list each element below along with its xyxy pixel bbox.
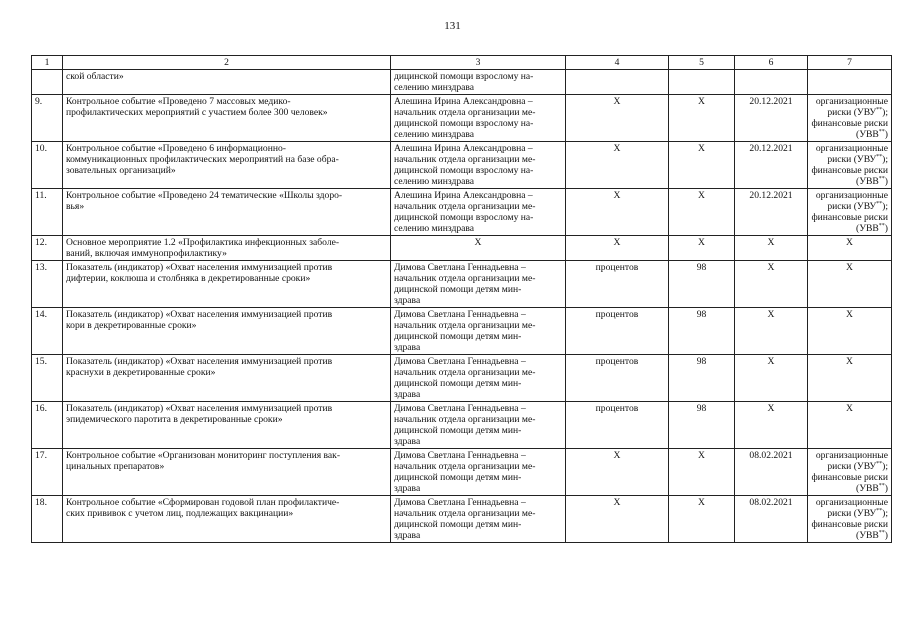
responsible-line: здрава [394, 436, 421, 447]
event-name-line: Показатель (индикатор) «Охват населения иммунизацией против [66, 403, 333, 414]
event-name [63, 449, 391, 496]
responsible-person [391, 70, 566, 95]
responsible-line: селению минздрава [394, 129, 475, 140]
responsible-line: здрава [394, 295, 421, 306]
deadline-date: 20.12.2021 [735, 142, 808, 189]
event-name-line: вья» [66, 201, 85, 212]
row-number: 9. [32, 95, 63, 142]
row-number: 12. [32, 236, 63, 261]
risks [808, 496, 892, 543]
risk-line [811, 176, 888, 187]
unit-of-measure [566, 70, 669, 95]
risk-line [811, 212, 888, 223]
table-row [32, 308, 892, 355]
risk-line [811, 530, 888, 541]
event-name [63, 496, 391, 543]
responsible-line: селению минздрава [394, 82, 475, 93]
risk-footnote-mark: ** [876, 153, 883, 160]
event-name-line: ских прививок с учетом лиц, подлежащих вакцинации» [66, 508, 294, 519]
deadline-date [735, 70, 808, 95]
responsible-line: дицинской помощи детям мин- [394, 284, 522, 295]
event-name [63, 355, 391, 402]
risk-text: финансовые риски [811, 212, 888, 223]
risk-text: финансовые риски [811, 165, 888, 176]
risks [808, 142, 892, 189]
target-value: 98 [669, 308, 735, 355]
risks [808, 261, 892, 308]
risk-text-tail: ); [882, 508, 888, 519]
header-col-4: 4 [566, 56, 669, 70]
event-name-line: Контрольное событие «Проведено 24 тематические «Школы здоро- [66, 190, 343, 201]
row-number: 18. [32, 496, 63, 543]
row-number: 13. [32, 261, 63, 308]
risk-footnote-mark: ** [878, 222, 885, 229]
target-value: 98 [669, 402, 735, 449]
risk-line [811, 403, 888, 414]
event-name-line: коммуникационных профилактических мероприятий на базе обра- [66, 154, 339, 165]
target-value [669, 70, 735, 95]
header-col-5: 5 [669, 56, 735, 70]
responsible-line: дицинской помощи детям мин- [394, 472, 522, 483]
risk-line [811, 309, 888, 320]
event-name-line: Контрольное событие «Организован мониторинг поступления вак- [66, 450, 341, 461]
risk-text: (УВВ [856, 530, 879, 541]
responsible-line: Алешина Ирина Александровна – [394, 96, 533, 107]
responsible-line: Димова Светлана Геннадьевна – [394, 356, 526, 367]
responsible-line: начальник отдела организации ме- [394, 414, 536, 425]
unit-of-measure: Х [566, 95, 669, 142]
row-number: 14. [32, 308, 63, 355]
risks [808, 355, 892, 402]
risk-footnote-mark: ** [878, 529, 885, 536]
deadline-date: 08.02.2021 [735, 496, 808, 543]
responsible-person [391, 496, 566, 543]
event-name-line: краснухи в декретированные сроки» [66, 367, 216, 378]
risk-line [811, 154, 888, 165]
risk-line [811, 356, 888, 367]
risk-text: риски (УВУ [827, 461, 877, 472]
responsible-line: дицинской помощи взрослому на- [394, 118, 534, 129]
responsible-line: начальник отдела организации ме- [394, 154, 536, 165]
responsible-line: дицинской помощи детям мин- [394, 331, 522, 342]
deadline-date: 08.02.2021 [735, 449, 808, 496]
risks [808, 70, 892, 95]
risk-text-tail: ) [884, 129, 888, 140]
table-row [32, 142, 892, 189]
risk-line [811, 450, 888, 461]
responsible-line: дицинской помощи детям мин- [394, 425, 522, 436]
unit-of-measure: Х [566, 142, 669, 189]
target-value: 98 [669, 355, 735, 402]
unit-of-measure: процентов [566, 402, 669, 449]
event-name [63, 308, 391, 355]
responsible-person [391, 236, 566, 261]
header-row [32, 56, 892, 70]
unit-of-measure: процентов [566, 308, 669, 355]
activity-plan-table [31, 55, 892, 543]
responsible-line: Алешина Ирина Александровна – [394, 190, 533, 201]
responsible-line: селению минздрава [394, 176, 475, 187]
row-number: 11. [32, 189, 63, 236]
responsible-line: начальник отдела организации ме- [394, 461, 536, 472]
risk-text: (УВВ [856, 483, 879, 494]
risk-footnote-mark: ** [878, 175, 885, 182]
risk-text: Х [846, 403, 853, 414]
risks [808, 236, 892, 261]
risk-footnote-mark: ** [878, 482, 885, 489]
unit-of-measure: Х [566, 189, 669, 236]
deadline-date: Х [735, 261, 808, 308]
event-name [63, 189, 391, 236]
responsible-line: Димова Светлана Геннадьевна – [394, 309, 526, 320]
target-value: Х [669, 95, 735, 142]
risks [808, 308, 892, 355]
responsible-line: Х [474, 237, 482, 248]
table-row [32, 402, 892, 449]
risk-line [811, 508, 888, 519]
risk-line [811, 461, 888, 472]
table-row [32, 261, 892, 308]
responsible-line: дицинской помощи детям мин- [394, 378, 522, 389]
risk-footnote-mark: ** [878, 128, 885, 135]
risk-line [811, 107, 888, 118]
risk-text-tail: ) [884, 223, 888, 234]
table-row [32, 355, 892, 402]
row-number: 10. [32, 142, 63, 189]
deadline-date: Х [735, 308, 808, 355]
responsible-line: Димова Светлана Геннадьевна – [394, 497, 526, 508]
risk-text: организационные [815, 190, 888, 201]
responsible-line: начальник отдела организации ме- [394, 201, 536, 212]
risk-text-tail: ); [882, 201, 888, 212]
responsible-line: Димова Светлана Геннадьевна – [394, 262, 526, 273]
event-name-line: Контрольное событие «Сформирован годовой план профилактиче- [66, 497, 340, 508]
risk-line [811, 472, 888, 483]
risk-text: финансовые риски [811, 519, 888, 530]
risk-text-tail: ); [882, 461, 888, 472]
risks [808, 449, 892, 496]
risk-text: (УВВ [856, 223, 879, 234]
deadline-date: Х [735, 236, 808, 261]
responsible-line: дицинской помощи взрослому на- [394, 165, 534, 176]
responsible-line: селению минздрава [394, 223, 475, 234]
risk-text: Х [846, 262, 853, 273]
risk-line [811, 497, 888, 508]
risk-text: риски (УВУ [827, 201, 877, 212]
risk-text-tail: ) [884, 176, 888, 187]
risk-text: Х [846, 309, 853, 320]
row-number [32, 70, 63, 95]
responsible-line: здрава [394, 530, 421, 541]
responsible-person [391, 95, 566, 142]
unit-of-measure: процентов [566, 261, 669, 308]
header-col-1: 1 [32, 56, 63, 70]
risks [808, 189, 892, 236]
row-number: 15. [32, 355, 63, 402]
event-name-line: Показатель (индикатор) «Охват населения иммунизацией против [66, 262, 333, 273]
deadline-date: 20.12.2021 [735, 95, 808, 142]
responsible-line: дицинской помощи взрослому на- [394, 212, 534, 223]
risk-text-tail: ) [884, 483, 888, 494]
deadline-date: Х [735, 355, 808, 402]
unit-of-measure: Х [566, 449, 669, 496]
event-name-line: цинальных препаратов» [66, 461, 165, 472]
event-name-line: Контрольное событие «Проведено 6 информационно- [66, 143, 286, 154]
risk-line [811, 118, 888, 129]
table-row [32, 236, 892, 261]
header-col-6: 6 [735, 56, 808, 70]
risk-text: Х [846, 237, 853, 248]
row-number: 16. [32, 402, 63, 449]
risk-text-tail: ); [882, 107, 888, 118]
responsible-person [391, 355, 566, 402]
risk-text: финансовые риски [811, 472, 888, 483]
event-name-line: Основное мероприятие 1.2 «Профилактика инфекционных заболе- [66, 237, 340, 248]
responsible-person [391, 402, 566, 449]
unit-of-measure: Х [566, 496, 669, 543]
responsible-person [391, 142, 566, 189]
responsible-person [391, 308, 566, 355]
header-col-3: 3 [391, 56, 566, 70]
responsible-line: начальник отдела организации ме- [394, 508, 536, 519]
risk-line [811, 201, 888, 212]
risk-text: организационные [815, 450, 888, 461]
event-name-line: Контрольное событие «Проведено 7 массовых медико- [66, 96, 291, 107]
responsible-line: Димова Светлана Геннадьевна – [394, 403, 526, 414]
event-name [63, 402, 391, 449]
event-name-line: ваний, включая иммунопрофилактику» [66, 248, 227, 259]
row-number: 17. [32, 449, 63, 496]
target-value: 98 [669, 261, 735, 308]
risk-text: организационные [815, 497, 888, 508]
table-row [32, 496, 892, 543]
target-value: Х [669, 496, 735, 543]
risk-line [811, 223, 888, 234]
risk-line [811, 165, 888, 176]
event-name-line: зовательных организаций» [66, 165, 176, 176]
risk-text: (УВВ [856, 129, 879, 140]
risk-text: Х [846, 356, 853, 367]
event-name-line: дифтерии, коклюша и столбняка в декретированные сроки» [66, 273, 311, 284]
target-value: Х [669, 142, 735, 189]
event-name [63, 70, 391, 95]
table-row [32, 189, 892, 236]
deadline-date: Х [735, 402, 808, 449]
unit-of-measure: Х [566, 236, 669, 261]
responsible-line: начальник отдела организации ме- [394, 320, 536, 331]
target-value: Х [669, 189, 735, 236]
risks [808, 95, 892, 142]
risk-text-tail: ); [882, 154, 888, 165]
risk-footnote-mark: ** [876, 200, 883, 207]
risks [808, 402, 892, 449]
target-value: Х [669, 449, 735, 496]
header-col-2: 2 [63, 56, 391, 70]
header-col-7: 7 [808, 56, 892, 70]
risk-line [811, 262, 888, 273]
event-name [63, 95, 391, 142]
responsible-line: начальник отдела организации ме- [394, 367, 536, 378]
event-name [63, 236, 391, 261]
responsible-line: Димова Светлана Геннадьевна – [394, 450, 526, 461]
risk-line [811, 190, 888, 201]
event-name [63, 142, 391, 189]
event-name-line: Показатель (индикатор) «Охват населения иммунизацией против [66, 356, 333, 367]
risk-text: риски (УВУ [827, 508, 877, 519]
risk-line [811, 483, 888, 494]
responsible-line: здрава [394, 483, 421, 494]
event-name-line: ской области» [66, 71, 124, 82]
risk-line [811, 129, 888, 140]
unit-of-measure: процентов [566, 355, 669, 402]
risk-text: (УВВ [856, 176, 879, 187]
risk-text: риски (УВУ [827, 107, 877, 118]
responsible-line: начальник отдела организации ме- [394, 273, 536, 284]
risk-text: риски (УВУ [827, 154, 877, 165]
responsible-person [391, 261, 566, 308]
risk-line [811, 237, 888, 248]
risk-text: организационные [815, 96, 888, 107]
table-row [32, 449, 892, 496]
risk-text: финансовые риски [811, 118, 888, 129]
risk-line [811, 519, 888, 530]
risk-footnote-mark: ** [876, 460, 883, 467]
responsible-line: дицинской помощи детям мин- [394, 519, 522, 530]
responsible-line: начальник отдела организации ме- [394, 107, 536, 118]
event-name-line: кори в декретированные сроки» [66, 320, 197, 331]
event-name-line: Показатель (индикатор) «Охват населения иммунизацией против [66, 309, 333, 320]
responsible-line: здрава [394, 389, 421, 400]
responsible-line: Алешина Ирина Александровна – [394, 143, 533, 154]
event-name [63, 261, 391, 308]
risk-line [811, 143, 888, 154]
responsible-person [391, 189, 566, 236]
risk-text: организационные [815, 143, 888, 154]
deadline-date: 20.12.2021 [735, 189, 808, 236]
event-name-line: эпидемического паротита в декретированные сроки» [66, 414, 283, 425]
table-row [32, 95, 892, 142]
risk-line [811, 96, 888, 107]
risk-footnote-mark: ** [876, 106, 883, 113]
risk-footnote-mark: ** [876, 507, 883, 514]
table-row [32, 70, 892, 95]
target-value: Х [669, 236, 735, 261]
responsible-line: здрава [394, 342, 421, 353]
responsible-person [391, 449, 566, 496]
event-name-line: профилактических мероприятий с участием более 300 человек» [66, 107, 328, 118]
responsible-line: дицинской помощи взрослому на- [394, 71, 534, 82]
risk-text-tail: ) [884, 530, 888, 541]
page-number: 131 [444, 20, 461, 32]
